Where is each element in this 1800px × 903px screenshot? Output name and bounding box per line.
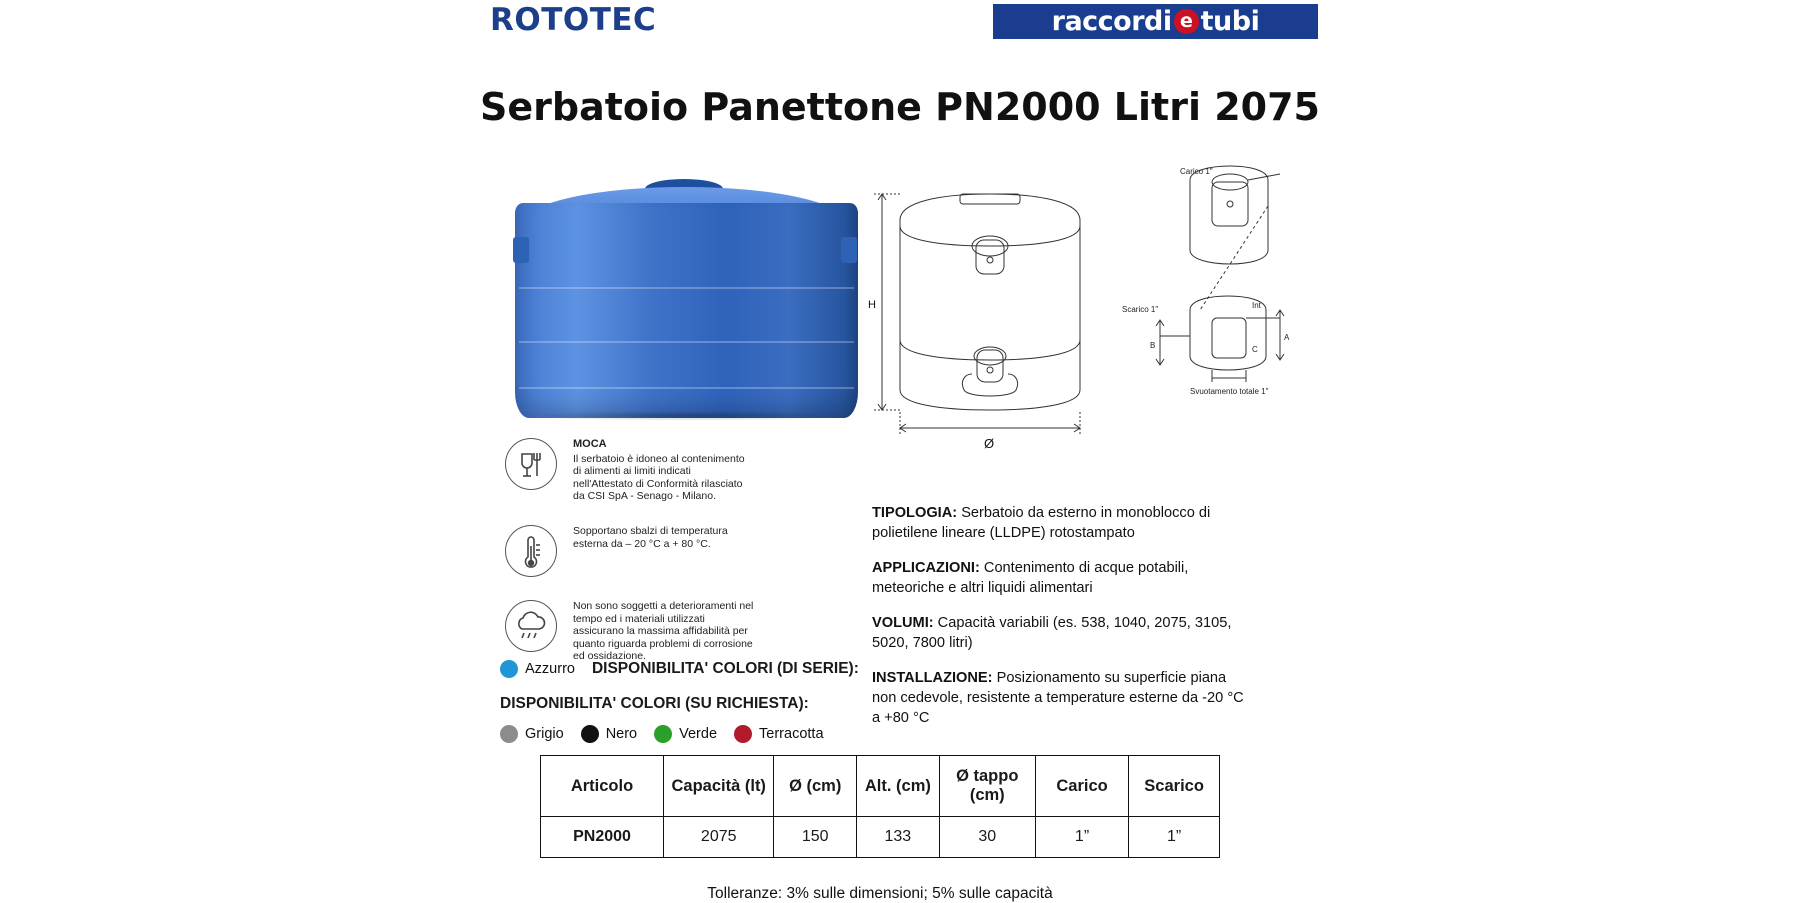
colors-request-row <box>500 725 834 743</box>
tank-ridge-1 <box>519 287 854 289</box>
spec-tipologia <box>872 503 1252 543</box>
table-cell-capacita: 2075 <box>664 817 774 858</box>
spec-volumi <box>872 613 1252 653</box>
swatch-terracotta <box>734 725 752 743</box>
table-header-capacita: Capacità (lt) <box>664 756 774 817</box>
drawing-label-h: H <box>868 299 876 311</box>
colors-request-label: DISPONIBILITA' COLORI (SU RICHIESTA): <box>500 695 809 712</box>
feature-moca-title: MOCA <box>573 438 607 450</box>
colors-series-row <box>500 660 859 678</box>
spec-installazione-text: Posizionamento su superficie piana non cedevole, resistente a temperature esterne da -20 °C a +80 °C <box>872 670 1244 726</box>
table-cell-scarico: 1” <box>1129 817 1220 858</box>
swatch-grigio <box>500 725 518 743</box>
drawing-label-c: C <box>1252 345 1258 354</box>
thermometer-icon <box>505 525 557 577</box>
specs-table <box>540 755 1220 858</box>
table-cell-diametro: 150 <box>774 817 857 858</box>
colors-series-label: DISPONIBILITA' COLORI (DI SERIE): <box>591 660 859 677</box>
spec-applicazioni-text: Contenimento di acque potabili, meteoriche e altri liquidi alimentari <box>872 560 1189 596</box>
raccordi-e-tubi-logo <box>993 4 1318 39</box>
table-header-articolo: Articolo <box>541 756 664 817</box>
swatch-azzurro <box>500 660 518 678</box>
technical-drawing <box>860 160 1340 490</box>
colors-request-label-row <box>500 695 809 713</box>
table-row <box>541 817 1220 858</box>
feature-moca-body: Il serbatoio è idoneo al contenimento di alimenti ai limiti indicati nell'Attestato di Conformità rilasciato da CSI SpA - Senago - Milano. <box>573 452 745 502</box>
table-cell-articolo: PN2000 <box>541 817 664 858</box>
logo-word-raccordi: raccordi <box>1051 6 1172 37</box>
spec-installazione <box>872 668 1252 728</box>
table-header-row <box>541 756 1220 817</box>
drawing-label-diameter: Ø <box>984 436 995 451</box>
spec-tipologia-text: Serbatoio da esterno in monoblocco di polietilene lineare (LLDPE) rotostampato <box>872 505 1211 541</box>
spec-applicazioni <box>872 558 1252 598</box>
spec-installazione-label: INSTALLAZIONE: <box>872 670 993 686</box>
table-cell-altezza: 133 <box>857 817 940 858</box>
logo-e-badge: e <box>1174 9 1199 34</box>
drawing-label-scarico: Scarico 1" <box>1122 305 1159 314</box>
spec-tipologia-label: TIPOLOGIA: <box>872 505 958 521</box>
table-header-altezza: Alt. (cm) <box>857 756 940 817</box>
rototec-logo: ROTOTEC <box>490 2 657 38</box>
table-header-diametro: Ø (cm) <box>774 756 857 817</box>
drawing-label-svuotamento: Svuotamento totale 1" <box>1190 387 1269 396</box>
color-name-verde: Verde <box>679 726 718 742</box>
tank-shadow <box>519 411 855 421</box>
table-cell-carico: 1” <box>1035 817 1128 858</box>
drawing-label-int: Int <box>1252 301 1261 310</box>
spec-volumi-text: Capacità variabili (es. 538, 1040, 2075, 3105, 5020, 7800 litri) <box>872 615 1232 651</box>
color-name-nero: Nero <box>605 726 638 742</box>
rain-cloud-icon <box>505 600 557 652</box>
tank-ridge-3 <box>519 387 854 389</box>
drawing-label-a: A <box>1284 333 1290 342</box>
drawing-label-b: B <box>1150 341 1156 350</box>
spec-volumi-label: VOLUMI: <box>872 615 934 631</box>
tolerance-note: Tolleranze: 3% sulle dimensioni; 5% sulle capacità <box>707 885 1053 902</box>
tank-ridge-2 <box>519 341 854 343</box>
color-name-terracotta: Terracotta <box>759 726 824 742</box>
food-glass-fork-icon <box>505 438 557 490</box>
page-title: Serbatoio Panettone PN2000 Litri 2075 <box>480 85 1320 129</box>
raccordi-e-tubi-logo-text <box>1052 6 1260 37</box>
swatch-nero <box>581 725 599 743</box>
feature-temperature-text: Sopportano sbalzi di temperatura esterna da – 20 °C a + 80 °C. <box>573 525 728 550</box>
color-name-azzurro: Azzurro <box>525 661 575 677</box>
table-cell-diametro-tappo: 30 <box>939 817 1035 858</box>
table-header-carico: Carico <box>1035 756 1128 817</box>
color-name-grigio: Grigio <box>525 726 564 742</box>
table-header-diametro-tappo: Ø tappo (cm) <box>939 756 1035 817</box>
tank-body <box>515 203 858 418</box>
drawing-label-carico: Carico 1" <box>1180 167 1213 176</box>
swatch-verde <box>654 725 672 743</box>
logo-word-tubi: tubi <box>1200 6 1260 37</box>
table-header-scarico: Scarico <box>1129 756 1220 817</box>
feature-moca-text <box>573 438 753 503</box>
feature-weather-text: Non sono soggetti a deterioramenti nel tempo ed i materiali utilizzati assicurano la massima affidabilità per quanto riguarda problemi di corrosione ed ossidazione. <box>573 600 754 662</box>
spec-applicazioni-label: APPLICAZIONI: <box>872 560 980 576</box>
tank-tab-right <box>841 237 857 263</box>
technical-drawing-svg <box>860 160 1340 490</box>
tank-tab-left <box>513 237 529 263</box>
tank-product-photo <box>505 175 865 430</box>
